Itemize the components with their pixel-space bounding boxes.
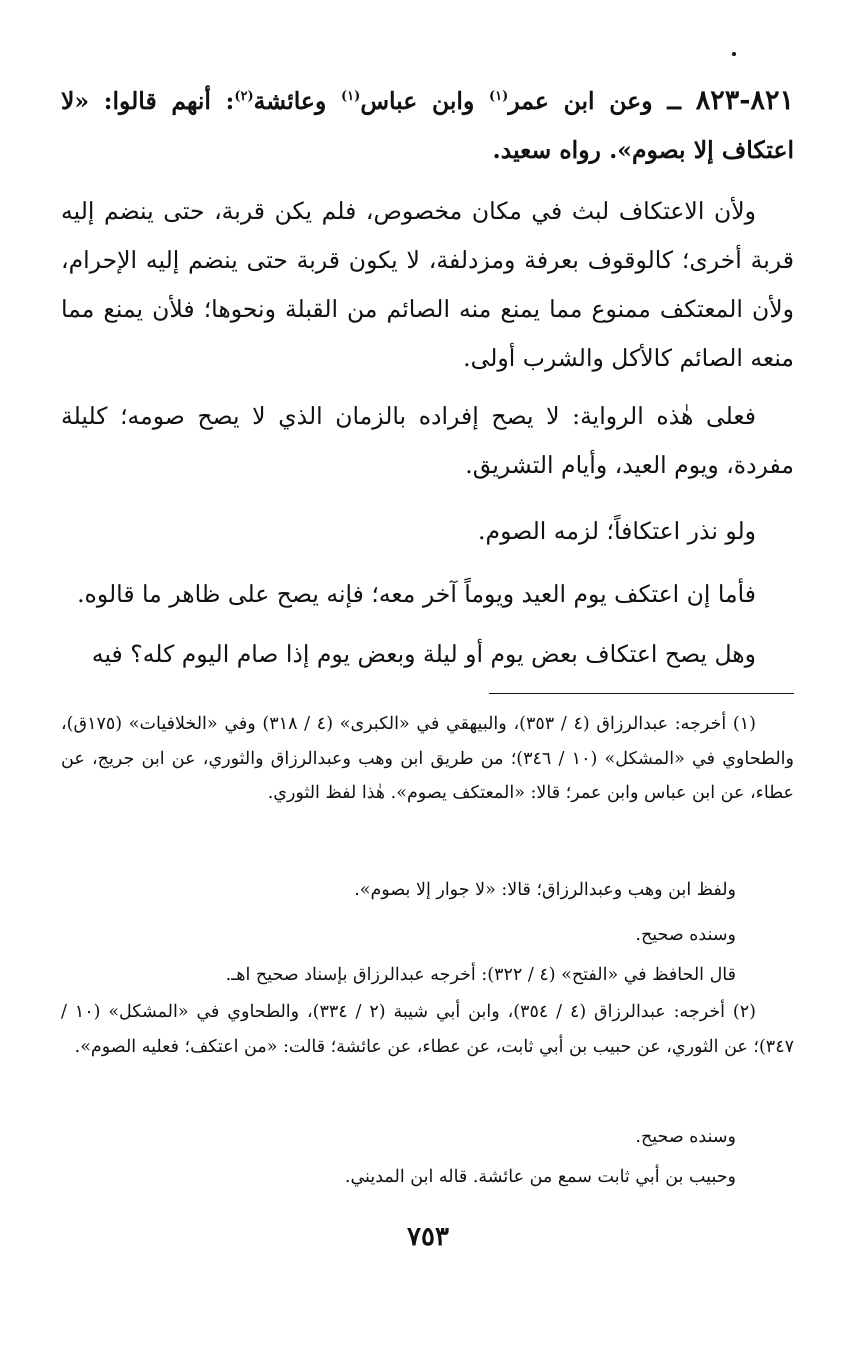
footnote: (٢) أخرجه: عبدالرزاق (٤ / ٣٥٤)، وابن أبي شيبة (٢ / ٣٣٤)، والطحاوي في «المشكل» (١٠ / ٣٤٧)؛ عن الثوري، عن حبيب بن أبي ثابت، عن عطاء، عن عائشة؛ قالت: «من اعتكف؛ فعليه الصوم». <box>61 1002 794 1057</box>
hadith-lead: وعن ابن عمر <box>508 87 653 115</box>
footnote: قال الحافظ في «الفتح» (٤ / ٣٢٢): أخرجه عبدالرزاق بإسناد صحيح اهـ. <box>225 965 736 985</box>
hadith-mid: وعائشة <box>253 87 342 115</box>
page-number: ٧٥٣ <box>407 1222 449 1252</box>
footnote: وسنده صحيح. <box>635 1127 736 1147</box>
hadith-tail: : أنهم قالوا: «لا اعتكاف إلا بصوم». رواه سعيد. <box>61 87 794 164</box>
hadith-mid: وابن عباس <box>360 87 490 115</box>
footnote-ref: (١) <box>341 89 361 105</box>
body-paragraph: فأما إن اعتكف يوم العيد ويوماً آخر معه؛ فإنه يصح على ظاهر ما قالوه. <box>77 580 756 608</box>
body-paragraph: فعلى هٰذه الرواية: لا يصح إفراده بالزمان الذي لا يصح صومه؛ كليلة مفردة، ويوم العيد، وأيام التشريق. <box>61 402 794 479</box>
hadith-paragraph <box>61 76 794 175</box>
hadith-separator: ــ <box>652 87 696 115</box>
footnote: (١) أخرجه: عبدالرزاق (٤ / ٣٥٣)، والبيهقي في «الكبرى» (٤ / ٣١٨) وفي «الخلافيات» (١٧٥ق)، والطحاوي في «المشكل» (١٠ / ٣٤٦)؛ من طريق ابن وهب وعبدالرزاق والثوري، عن ابن جريج، عن عطاء، عن ابن عباس وابن عمر؛ قالا: «المعتكف يصوم». هٰذا لفظ الثوري. <box>61 714 794 803</box>
footnote-ref: (١) <box>489 89 509 105</box>
footnote-ref: (٢) <box>234 89 254 105</box>
footnote: ولفظ ابن وهب وعبدالرزاق؛ قالا: «لا جوار إلا بصوم». <box>354 880 736 900</box>
body-paragraph: وهل يصح اعتكاف بعض يوم أو ليلة وبعض يوم إذا صام اليوم كله؟ فيه <box>91 640 756 668</box>
body-paragraph: ولو نذر اعتكافاً؛ لزمه الصوم. <box>478 517 756 545</box>
footnote-divider <box>489 693 794 694</box>
footnote: وحبيب بن أبي ثابت سمع من عائشة. قاله ابن المديني. <box>344 1167 736 1187</box>
body-paragraph: ولأن الاعتكاف لبث في مكان مخصوص، فلم يكن قربة، حتى ينضم إليه قربة أخرى؛ كالوقوف بعرفة ومزدلفة، لا يكون قربة حتى ينضم إليه الإحرام، ولأن المعتكف ممنوع مما يمنع منه الصائم من القبلة ونحوها؛ فلأن يمنع مما منعه الصائم كالأكل والشرب أولى. <box>61 197 794 372</box>
page-mark-dot <box>732 52 736 56</box>
hadith-number: ٨٢١-٨٢٣ <box>695 85 794 116</box>
footnote: وسنده صحيح. <box>635 925 736 945</box>
